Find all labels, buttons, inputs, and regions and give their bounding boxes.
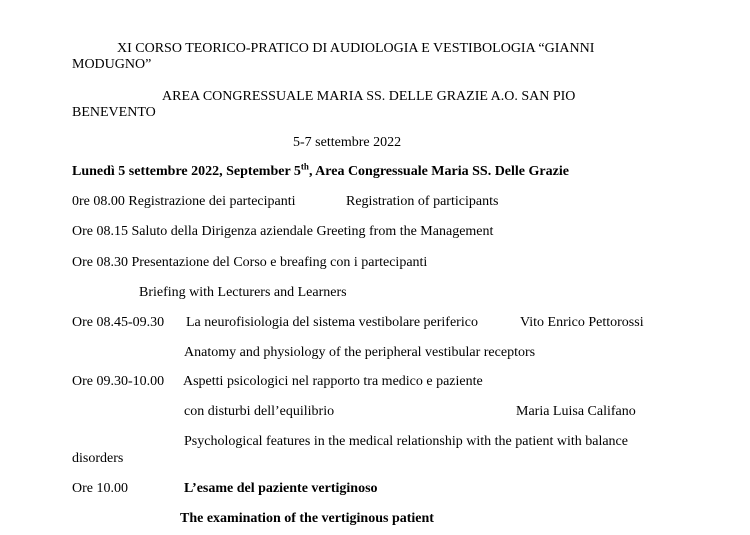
- session-registration: 0re 08.00 Registrazione dei partecipanti: [72, 194, 296, 209]
- venue-line1: AREA CONGRESSUALE MARIA SS. DELLE GRAZIE A.O. SAN PIO: [162, 89, 576, 104]
- session-examination-translation: The examination of the vertiginous patient: [180, 511, 434, 526]
- session-psychology-title-line1: Aspetti psicologici nel rapporto tra medico e paziente: [183, 374, 483, 389]
- session-psychology-title-line2: con disturbi dell’equilibrio: [184, 404, 335, 419]
- course-title-line1: XI CORSO TEORICO-PRATICO DI AUDIOLOGIA E VESTIBOLOGIA “GIANNI: [117, 41, 595, 56]
- session-presentation: Ore 08.30 Presentazione del Corso e breafing con i partecipanti: [72, 255, 428, 270]
- session-examination-time: Ore 10.00: [72, 481, 128, 496]
- course-title-line2: MODUGNO”: [72, 57, 152, 72]
- session-presentation-translation: Briefing with Lecturers and Learners: [139, 285, 347, 300]
- session-psychology-time: Ore 09.30-10.00: [72, 374, 165, 389]
- session-neurophysiology-title: La neurofisiologia del sistema vestibolare periferico: [186, 315, 478, 330]
- day-heading: [72, 161, 569, 180]
- day-heading-sup: th: [300, 161, 309, 172]
- session-examination-title: L’esame del paziente vertiginoso: [184, 481, 378, 496]
- session-psychology-translation-line1: Psychological features in the medical relationship with the patient with balance: [184, 434, 628, 449]
- session-registration-translation: Registration of participants: [346, 194, 499, 209]
- day-heading-venue: , Area Congressuale Maria SS. Delle Grazie: [308, 164, 569, 179]
- session-neurophysiology-time: Ore 08.45-09.30: [72, 315, 165, 330]
- course-dates: 5-7 settembre 2022: [293, 135, 402, 150]
- session-psychology-speaker: Maria Luisa Califano: [516, 404, 636, 419]
- session-neurophysiology-translation: Anatomy and physiology of the peripheral vestibular receptors: [184, 345, 536, 360]
- session-greeting: Ore 08.15 Saluto della Dirigenza aziendale Greeting from the Management: [72, 224, 494, 239]
- day-heading-main: Lunedì 5 settembre 2022, September 5: [72, 164, 301, 179]
- venue-line2: BENEVENTO: [72, 105, 156, 120]
- session-psychology-translation-line2: disorders: [72, 451, 124, 466]
- session-neurophysiology-speaker: Vito Enrico Pettorossi: [520, 315, 644, 330]
